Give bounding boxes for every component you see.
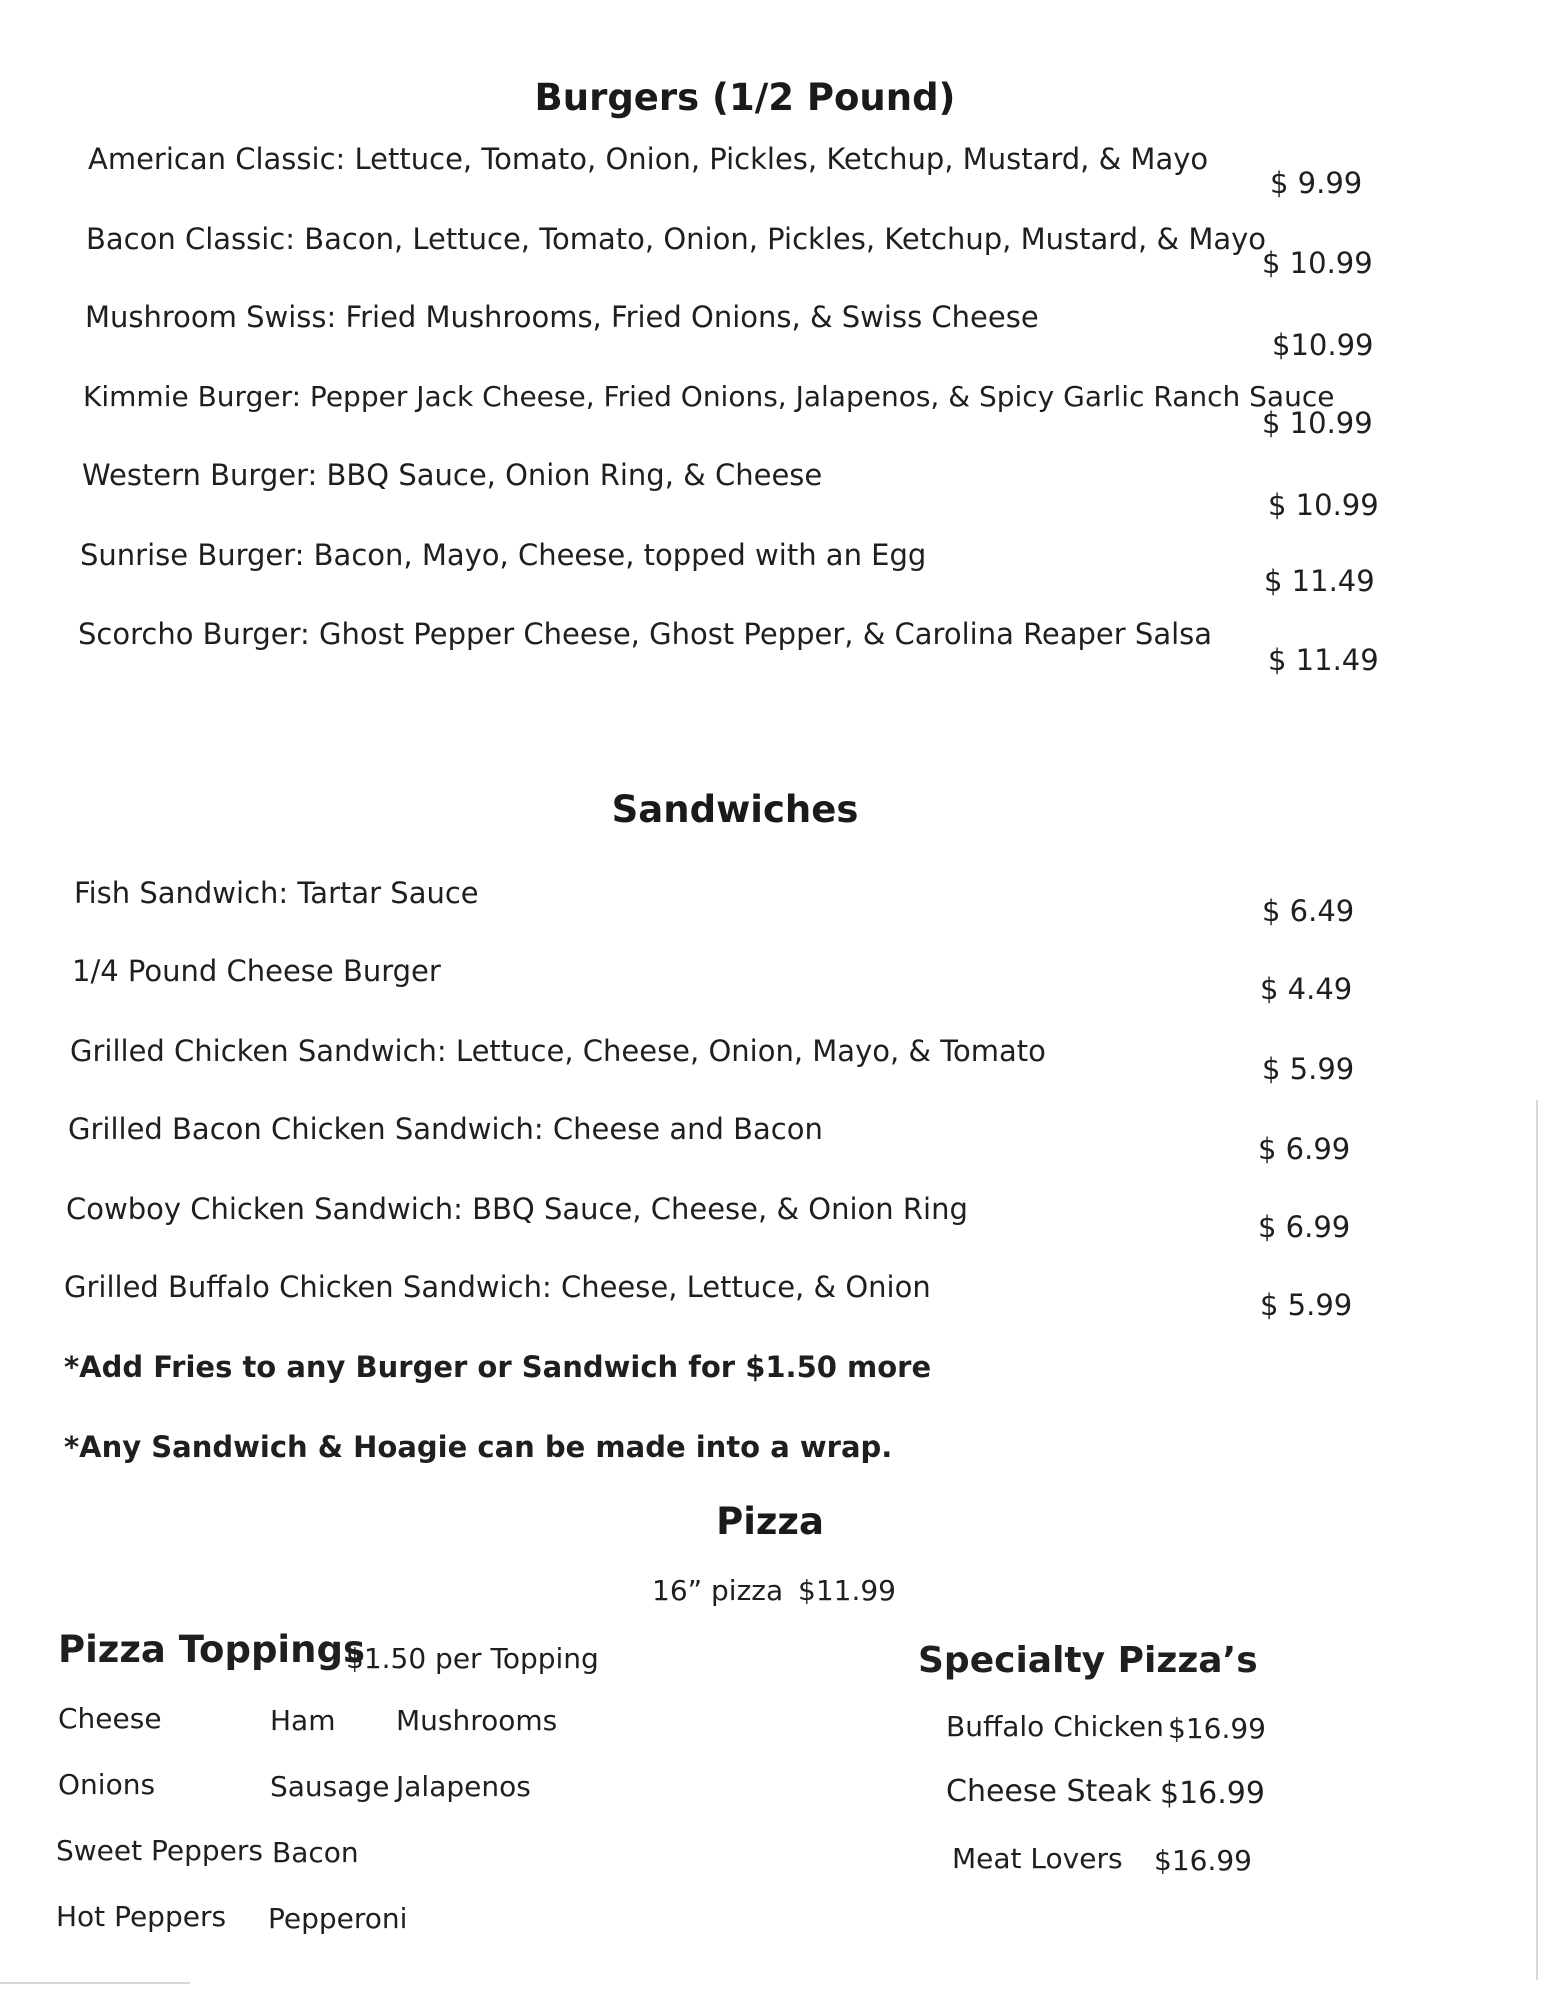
item-price: $ 10.99	[1262, 406, 1373, 440]
menu-item	[0, 876, 1550, 926]
menu-item	[0, 458, 1550, 522]
fries-note: *Add Fries to any Burger or Sandwich for $1.50 more	[64, 1350, 932, 1384]
item-price: $ 11.49	[1268, 643, 1379, 677]
menu-item	[0, 1270, 1550, 1320]
wrap-note: *Any Sandwich & Hoagie can be made into a wrap.	[64, 1430, 893, 1464]
burgers-heading: Burgers (1/2 Pound)	[534, 76, 956, 119]
menu-item	[0, 142, 1550, 200]
item-description: Fish Sandwich: Tartar Sauce	[74, 876, 479, 910]
topping-item: Mushrooms	[396, 1704, 558, 1737]
item-description: Grilled Buffalo Chicken Sandwich: Cheese, Lettuce, & Onion	[64, 1270, 931, 1304]
menu-item	[0, 617, 1550, 677]
topping-item: Pepperoni	[268, 1902, 408, 1935]
item-description: Sunrise Burger: Bacon, Mayo, Cheese, topped with an Egg	[80, 538, 927, 572]
menu-item	[0, 1112, 1550, 1166]
item-description: Grilled Chicken Sandwich: Lettuce, Cheese, Onion, Mayo, & Tomato	[70, 1034, 1046, 1068]
pizza-heading: Pizza	[716, 1500, 824, 1543]
item-description: 1/4 Pound Cheese Burger	[72, 954, 441, 988]
menu-item	[0, 222, 1550, 280]
pizza-price: $11.99	[798, 1574, 896, 1607]
topping-item: Cheese	[58, 1702, 162, 1735]
topping-item: Ham	[270, 1704, 336, 1737]
topping-item: Hot Peppers	[56, 1900, 227, 1933]
sandwiches-heading: Sandwiches	[611, 788, 859, 831]
menu-item	[0, 1034, 1550, 1084]
item-description: Scorcho Burger: Ghost Pepper Cheese, Ghost Pepper, & Carolina Reaper Salsa	[78, 617, 1213, 651]
topping-item: Sweet Peppers	[56, 1834, 263, 1867]
specialty-heading: Specialty Pizza’s	[918, 1640, 1258, 1681]
pizza-size: 16” pizza	[652, 1574, 784, 1607]
item-price: $ 9.99	[1270, 166, 1363, 200]
specialty-price: $16.99	[1160, 1776, 1265, 1811]
item-description: Kimmie Burger: Pepper Jack Cheese, Fried Onions, Jalapenos, & Spicy Garlic Ranch Sauce	[83, 380, 1335, 413]
menu-item	[0, 300, 1550, 362]
item-description: Grilled Bacon Chicken Sandwich: Cheese and Bacon	[68, 1112, 823, 1146]
specialty-price: $16.99	[1168, 1712, 1266, 1745]
specialty-price: $16.99	[1154, 1844, 1252, 1877]
specialty-name: Cheese Steak	[946, 1774, 1152, 1809]
item-price: $ 6.99	[1258, 1210, 1351, 1244]
item-price: $ 6.99	[1258, 1132, 1351, 1166]
toppings-price-note: $1.50 per Topping	[346, 1642, 599, 1675]
item-price: $ 5.99	[1262, 1052, 1355, 1086]
menu-item	[0, 954, 1550, 1004]
item-description: Bacon Classic: Bacon, Lettuce, Tomato, Onion, Pickles, Ketchup, Mustard, & Mayo	[86, 222, 1267, 256]
topping-item: Sausage	[270, 1770, 390, 1803]
scan-bottom-line	[0, 1982, 190, 1984]
item-description: Cowboy Chicken Sandwich: BBQ Sauce, Cheese, & Onion Ring	[66, 1192, 968, 1226]
item-price: $10.99	[1272, 328, 1374, 362]
menu-item	[0, 1192, 1550, 1242]
menu-item	[0, 538, 1550, 598]
menu-item	[0, 380, 1550, 440]
scan-edge-line	[1536, 1100, 1538, 1980]
topping-item: Onions	[58, 1768, 156, 1801]
item-price: $ 6.49	[1262, 894, 1355, 928]
item-description: Western Burger: BBQ Sauce, Onion Ring, & Cheese	[82, 458, 823, 492]
item-price: $ 5.99	[1260, 1288, 1353, 1322]
toppings-heading: Pizza Toppings	[58, 1628, 365, 1671]
specialty-name: Meat Lovers	[952, 1842, 1123, 1875]
item-description: Mushroom Swiss: Fried Mushrooms, Fried Onions, & Swiss Cheese	[85, 300, 1039, 334]
topping-item: Bacon	[272, 1836, 359, 1869]
topping-item: Jalapenos	[396, 1770, 531, 1803]
item-price: $ 11.49	[1264, 564, 1375, 598]
specialty-name: Buffalo Chicken	[946, 1710, 1164, 1743]
item-price: $ 10.99	[1268, 488, 1379, 522]
item-price: $ 4.49	[1260, 972, 1353, 1006]
item-price: $ 10.99	[1262, 246, 1373, 280]
item-description: American Classic: Lettuce, Tomato, Onion, Pickles, Ketchup, Mustard, & Mayo	[88, 142, 1209, 176]
